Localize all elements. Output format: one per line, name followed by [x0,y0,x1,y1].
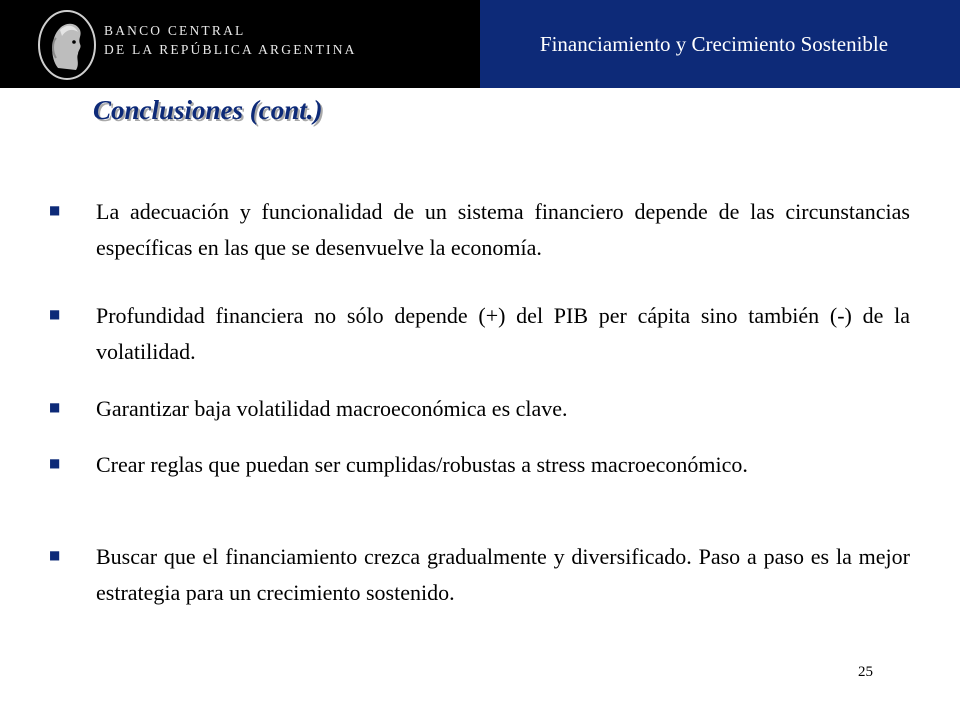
bullet-text-5: Buscar que el financiamiento crezca gradualmente y diversificado. Paso a paso es la mejor estrategia para un crecimiento sostenido. [96,544,910,605]
slide-title: Conclusiones (cont.) [93,95,323,125]
bank-emblem-icon [36,8,98,82]
header-title-area [480,0,960,88]
bullet-icon: ■ [49,548,61,562]
bank-name-line2: DE LA REPÚBLICA ARGENTINA [104,42,357,57]
bullet-icon: ■ [49,307,61,321]
bullet-icon: ■ [49,456,61,470]
header-logo-area [0,0,480,88]
bullet-text-1: La adecuación y funcionalidad de un sistema financiero depende de las circunstancias específicas en las que se desenvuelve la economía. [96,199,910,260]
bullet-text-3: Garantizar baja volatilidad macroeconómica es clave. [96,396,568,421]
page-number: 25 [858,664,873,680]
bullet-text-2: Profundidad financiera no sólo depende (+) del PIB per cápita sino también (-) de la volatilidad. [96,303,910,364]
bank-name-line1: BANCO CENTRAL [104,23,246,38]
bullet-icon: ■ [49,400,61,414]
bullet-text-4: Crear reglas que puedan ser cumplidas/robustas a stress macroeconómico. [96,452,748,477]
presentation-title: Financiamiento y Crecimiento Sostenible [539,31,889,56]
bullet-icon: ■ [49,203,61,217]
